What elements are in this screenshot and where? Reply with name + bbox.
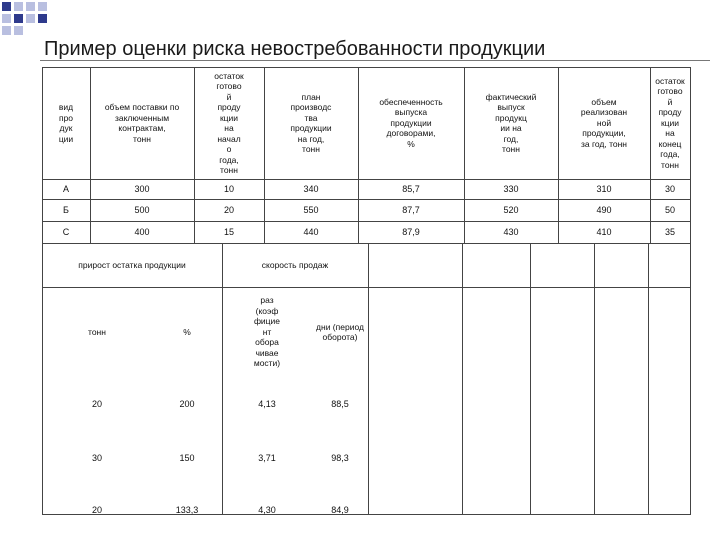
table-cell: 340	[303, 183, 319, 194]
table-cell: А	[62, 183, 69, 194]
header-cell: объем поставки по заключенным контрактам, тонн	[104, 102, 180, 144]
header-cell: фактический выпуск продукц ии на год, тонн	[485, 91, 537, 154]
table-cell: 20	[223, 204, 234, 215]
header-cell: остаток готово й проду кции на конец года, тонн	[655, 75, 685, 170]
speed-header: скорость продаж	[261, 259, 329, 270]
table-cell: 50	[664, 204, 675, 215]
table-cell: 30	[664, 183, 675, 194]
risk-table	[42, 67, 691, 515]
lower-table-cell: 150	[179, 452, 195, 463]
table-cell: 430	[503, 226, 519, 237]
table-cell: 87,7	[402, 204, 420, 215]
table-cell: 550	[303, 204, 319, 215]
table-cell: Б	[63, 204, 69, 215]
table-cell: 330	[503, 183, 519, 194]
sub-header-cell: раз (коэф фицие нт обора чивае мости)	[253, 295, 281, 369]
lower-table-cell: 20	[91, 504, 102, 515]
lower-table-cell: 30	[91, 452, 102, 463]
lower-table-cell: 133,3	[175, 504, 199, 515]
lower-table-cell: 3,71	[258, 452, 276, 463]
header-cell: план производс тва продукции на год, тонн	[290, 91, 332, 154]
table-cell: 87,9	[402, 226, 420, 237]
table-cell: 10	[223, 183, 234, 194]
corner-decoration	[0, 0, 60, 40]
table-cell: 85,7	[402, 183, 420, 194]
sub-header-cell: дни (период оборота)	[316, 321, 364, 342]
header-cell: вид про дук ции	[58, 102, 74, 144]
table-cell: 490	[596, 204, 612, 215]
table-cell: 440	[303, 226, 319, 237]
table-cell: 500	[134, 204, 150, 215]
table-cell: 300	[134, 183, 150, 194]
table-cell: 310	[596, 183, 612, 194]
table-cell: 400	[134, 226, 150, 237]
sub-header-cell: тонн	[88, 326, 106, 337]
lower-table-cell: 4,30	[258, 504, 276, 515]
lower-table-cell: 20	[91, 398, 102, 409]
growth-header: прирост остатка продукции	[78, 259, 186, 270]
header-cell: остаток готово й проду кции на начал о года, тонн	[214, 70, 244, 175]
lower-table-cell: 98,3	[331, 452, 349, 463]
lower-table-cell: 88,5	[331, 398, 349, 409]
sub-header-cell: %	[183, 326, 191, 337]
page-title: Пример оценки риска невостребованности продукции	[44, 38, 546, 60]
table-cell: 410	[596, 226, 612, 237]
lower-table-cell: 200	[179, 398, 195, 409]
header-cell: обеспеченность выпуска продукции договорами, %	[379, 96, 443, 149]
table-cell: 15	[223, 226, 234, 237]
lower-table-cell: 4,13	[258, 398, 276, 409]
table-cell: 520	[503, 204, 519, 215]
header-cell: объем реализован ной продукции, за год, тонн	[580, 96, 628, 149]
table-cell: 35	[664, 226, 675, 237]
lower-table-cell: 84,9	[331, 504, 349, 515]
title-underline	[40, 60, 710, 61]
table-cell: С	[62, 226, 70, 237]
